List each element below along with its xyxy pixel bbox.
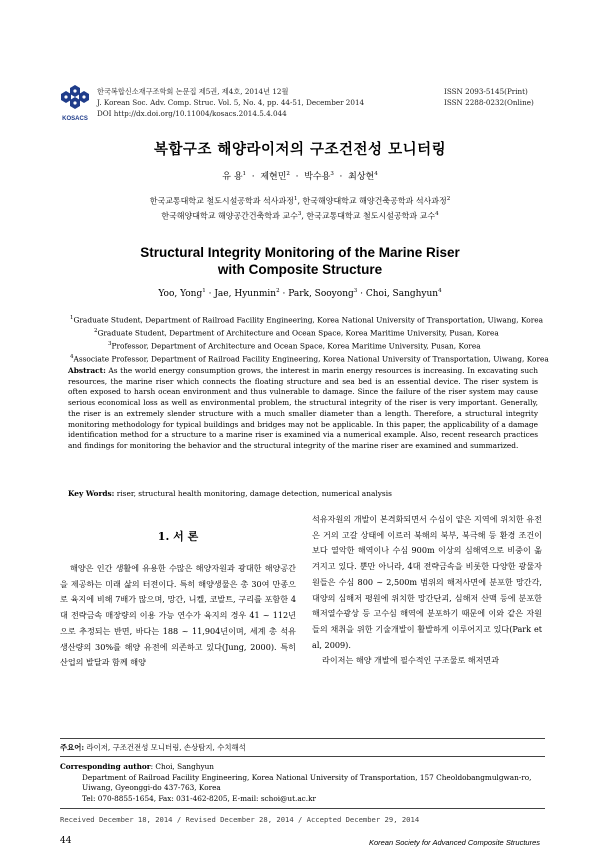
footnote-rule-2 — [60, 756, 545, 757]
issn-block — [444, 86, 534, 108]
authors-korean: 유 용$^1$ · 제현민$^2$ · 박수용$^3$ · 최상현$^4$ — [222, 171, 378, 182]
doi-link[interactable]: DOI http://dx.doi.org/10.11004/kosacs.2014.5.4.044 — [97, 109, 287, 118]
issn-online: ISSN 2288-0232(Online) — [444, 98, 534, 107]
abstract-text: As the world energy consumption grows, the interest in marin energy resources is increasing. In excavating such resources, the marine riser which connects the floating structure and sea bed is an essential device. The riser system is often exposed to harsh ocean environment and thus vulnerable to damage. Since the failure of the riser system may cause serious economical loss as well as environmental problem, the structural integrity of the riser is very important. Generally, the riser is an extremely slender structure with a much smaller diameter than a length. Therefore, a structural integrity monitoring methodology for typical buildings and bridges may not be applicable. In this paper, the applicability of a damage identification method for a structure to a marine riser is examined via a numerical example. Also, recent research practices and findings for monitoring the behavior and the structural integrity of the marine riser are examined and summarized. — [68, 366, 538, 450]
section-heading-introduction: 1. 서 론 — [157, 530, 199, 543]
kosacs-logo-icon — [58, 83, 92, 113]
author-ko-4: 최상현 — [348, 172, 375, 182]
contact-info: Tel: 070-8855-1654, Fax: 031-462-8205, E-mail: schoi@ut.ac.kr — [82, 794, 316, 804]
footnote-rule — [60, 738, 545, 739]
journal-name-en: J. Korean Soc. Adv. Comp. Struc. Vol. 5, No. 4, pp. 44-51, December 2014 — [97, 98, 365, 107]
journal-citation — [97, 86, 364, 119]
keywords-label: Key Words: — [68, 489, 115, 498]
title-english: Structural Integrity Monitoring of the Marine Riser with Composite Structure — [140, 245, 460, 277]
author-ko-2: 제현민 — [260, 172, 287, 182]
keywords-korean: 주요어: 라이저, 구조건전성 모니터링, 손상탐지, 수치해석 — [60, 743, 246, 752]
abstract-label: Abstract: — [68, 366, 106, 375]
received-dates: Received December 18, 2014 / Revised December 28, 2014 / Accepted December 29, 2014 — [60, 815, 420, 824]
body-paragraph-1: 석유자원의 개발이 본격화되면서 수심이 얕은 지역에 위치한 유전은 거의 고갈 상태에 이르러 북해의 북부, 북극해 등 환경 조건이 보다 열악한 해역이나 수심 900m 이상의 심해역으로 비중이 옮겨지고 있다. 뿐만 아니라, 4대 전략금속을 비롯한 다양한 광물자원들은 수심 800 ~ 2,500m 범위의 해저사면에 분포한 망간각, 대양의 심해저 평원에 위치한 망간단괴, 심해저 산맥 등에 분포한 해저열수광상 등 고수심 해역에 분포하기 때문에 이와 같은 자원들의 채취을 위한 기술개발이 활발하게 이루어지고 있다(Park et al, 2009). — [312, 514, 542, 650]
journal-name-ko: 한국복합신소재구조학회 논문집 제5권, 제4호, 2014년 12월 — [97, 87, 289, 96]
abstract — [68, 366, 538, 452]
issn-print: ISSN 2093-5145(Print) — [444, 87, 528, 96]
keywords-text: riser, structural health monitoring, damage detection, numerical analysis — [116, 489, 392, 498]
logo-text: KOSACS — [62, 116, 88, 122]
affiliations-korean: 한국교통대학교 철도시설공학과 석사과정$^1$, 한국해양대학교 해양건축공학과 석사과정$^2$ 한국해양대학교 해양공간건축학과 교수$^3$, 한국교통대학교 철도시설공학과 교수$^4$ — [149, 196, 451, 221]
footer-journal-name: Korean Society for Advanced Composite Structures — [368, 838, 540, 847]
keywords — [68, 489, 538, 498]
author-ko-3: 박수용 — [304, 172, 331, 182]
body-left-column: 해양은 인간 생활에 유용한 수많은 해양자원과 광대한 해양공간을 제공하는 미래 삶의 터전이다. 특히 해양생물은 총 30여 만종으로 육지에 비해 7배가 많으며, 망간, 니켈, 코발트, 구리를 포함한 4대 전략금속 매장량의 이용 가능 연수가 육지의 경우 41 ~ 112년으로 추정되는 반면, 바다는 188 ~ 11,904년이며, 세계 총 석유 생산량의 30%를 해양 유전에 의존하고 있다(Jung, 2000). 특히 산업의 발달과 함께 해양 — [60, 563, 296, 668]
body-right-column — [312, 512, 542, 669]
journal-logo — [58, 83, 92, 123]
author-ko-1: 유 용 — [222, 172, 243, 182]
body-paragraph-2: 라이저는 해양 개발에 필수적인 구조물로 해저면과 — [322, 655, 500, 666]
page-number: 44 — [60, 836, 72, 846]
footnote-rule-3 — [60, 808, 545, 809]
title-korean: 복합구조 해양라이저의 구조건전성 모니터링 — [153, 141, 447, 158]
authors-english: Yoo, Yong$^1$ · Jae, Hyunmin$^2$ · Park, Sooyong$^3$ · Choi, Sanghyun$^4$ — [158, 288, 442, 299]
corresponding-author: Corresponding author: Choi, Sanghyun Department of Railroad Facility Engineering, Korea National University of Transportation, 157 Cheoldobangmulgwan-ro, Uiwang, Gyeonggi-do 437-763, Korea Tel: 070-8855-1654, Fax: 031-462-8205, E-mail: schoi@ut.ac.kr — [60, 762, 532, 804]
affiliations-english: $^1$Graduate Student, Department of Railroad Facility Engineering, Korea National University of Transportation, Uiwang, Korea $^2$Graduate Student, Department of Architecture and Ocean Space, Korea Maritime University, Pusan, Korea $^3$Professor, Department of Architecture and Ocean Space, Korea Maritime University, Pusan, Korea $^4$Associate Professor, Department of Railroad Facility Engineering, Korea National University of Transportation, Uiwang, Korea — [70, 315, 549, 364]
